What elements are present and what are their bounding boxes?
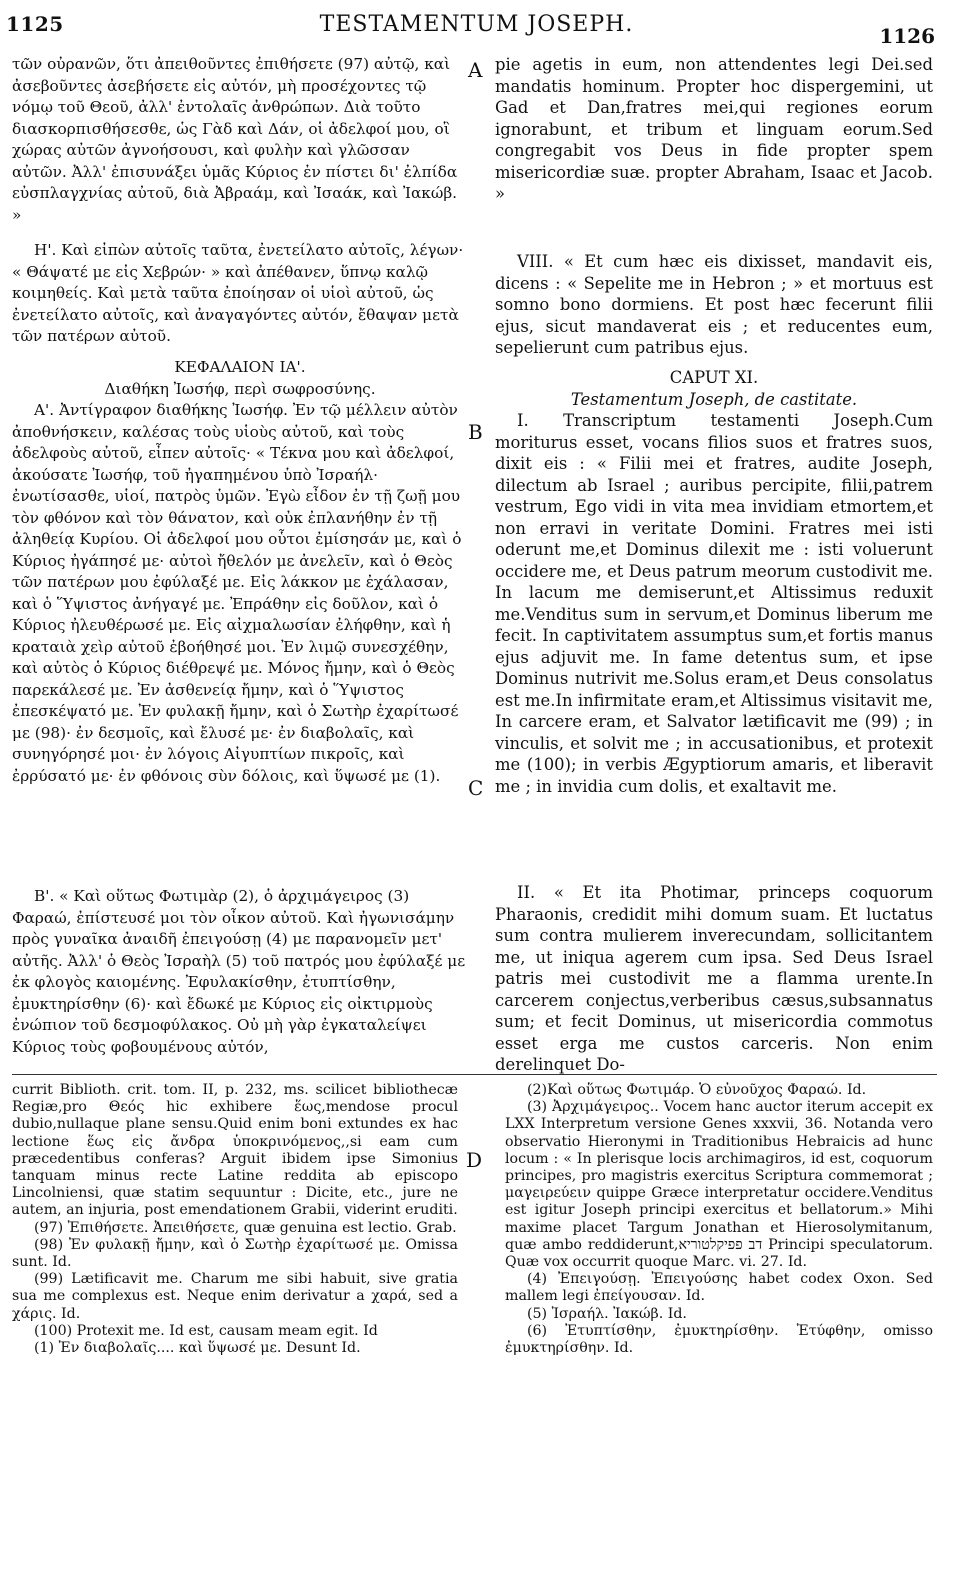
greek-paragraph-2: Η'. Καὶ εἰπὼν αὐτοῖς ταῦτα, ἐνετείλατο αὐτοῖς, λέγων· « Θάψατέ με εἰς Χεβρών· » καὶ ἀπέθανεν, ὕπνῳ καλῷ κοιμηθείς. Καὶ μετὰ ταῦτα ἐποίησαν οἱ υἱοὶ αὐτοῦ, ὡς ἐνετείλατο αὐτοῖς, καὶ ἀναγαγόντες αὐτόν, ἔθαψαν μετὰ τῶν πατέρων αὐτοῦ. bbox=[12, 241, 464, 345]
footnote: (97) Ἐπιθήσετε. Ἀπειθήσετε, quæ genuina est lectio. Grab. bbox=[34, 1219, 457, 1236]
margin-letter-d: D bbox=[466, 1148, 483, 1172]
margin-letter-a: A bbox=[468, 58, 483, 82]
page-number-left: 1125 bbox=[6, 12, 64, 36]
greek-chapter-subtitle: Διαθήκη Ἰωσήφ, περὶ σωφροσύνης. bbox=[104, 379, 376, 398]
footnote: (5) Ἰσραήλ. Ἰακώβ. Id. bbox=[527, 1305, 687, 1322]
footnote: (6) Ἐτυπτίσθην, ἐμυκτηρίσθην. Ἐτύφθην, omisso ἐμυκτηρίσθην. Id. bbox=[505, 1322, 933, 1357]
running-header bbox=[0, 6, 953, 48]
greek-chapter bbox=[12, 357, 468, 787]
latin-paragraph-3: I. Transcriptum testamenti Joseph.Cum moriturus esset, vocans filios suos et fratres suos, dixit eis : « Filii mei et fratres, audite Joseph, dilectum ab Israel ; auribus percipite, filii,patrem vestrum, Ego vidi in vita mea invidiam etmortem,et non erravi in veritate Domini. Fratres mei isti oderunt me,et Dominus dilexit me : isti voluerunt occidere me, et Deus patrum meorum custodivit me. In lacum me demiserunt,et Altissimus reduxit me.Venditus sum in servum,et Dominus liberum me fecit. In captivitatem assumptus sum,et fortis manus ejus adjuvit me. In fame detentus sum, et ipse Dominus nutrivit me.Solus eram,et Deus consolatus est me.In infirmitate eram,et Altissimus visitavit me, In carcere eram, et Salvator lætificavit me (99) ; in vinculis, et solvit me ; in accusationibus, et protexit me (100); in verbis Ægyptiorum amaris, et liberavit me ; in invidia cum dolis, et exaltavit me. bbox=[495, 411, 933, 796]
latin-chapter-subtitle: Testamentum Joseph, de castitate. bbox=[570, 389, 858, 409]
page-number-right: 1126 bbox=[879, 24, 935, 48]
latin-chapter-heading: CAPUT XI. bbox=[669, 368, 759, 387]
footnotes-right bbox=[505, 1082, 933, 1357]
latin-paragraph-4: II. « Et ita Photimar, princeps coquorum Pharaonis, credidit mihi domum suam. Et luctatus sum contra mulierem inverecundam, sollicitantem me, ut iniqua agerem cum ipsa. Sed Deus Israel patris mei custodivit me a flamma urente.In carcerem conjectus,verberibus cæsus,subsannatus sum; et fecit Dominus, ut misericordia commotus esset erga me custos carceris. Non enim derelinquet Do- bbox=[495, 883, 933, 1074]
footnote: (100) Protexit me. Id est, causam meam egit. Id bbox=[34, 1322, 378, 1339]
footnote-divider bbox=[12, 1074, 937, 1075]
page-title: TESTAMENTUM JOSEPH. bbox=[319, 12, 634, 37]
footnote: (4) Ἐπειγούσῃ. Ἐπειγούσης habet codex Oxon. Sed mallem legi ἐπείγουσαν. Id. bbox=[505, 1271, 933, 1305]
footnotes-left bbox=[12, 1082, 458, 1357]
latin-chapter bbox=[495, 367, 933, 797]
latin-paragraph-2: VIII. « Et cum hæc eis dixisset, mandavit eis, dicens : « Sepelite me in Hebron ; » et mortuus est somno bono dormiens. Et post hæc fecerunt filii ejus, sicut mandaverat eis ; et reducentes eum, sepelierunt cum patribus ejus. bbox=[495, 252, 933, 357]
margin-letter-c: C bbox=[468, 776, 484, 800]
footnote: currit Biblioth. crit. tom. II, p. 232, ms. scilicet bibliothecæ Regiæ,pro Θεός hic exhibere ἕως,mendose procul dubio,nullaque plane sensu.Quid enim boni extundes ex hac lectione ἕως εἰς ἄνδρα ὑποκρινόμενος,,si eam cum præcedentibus conferas? Arguit ibidem ipse Simonius tanquam minus recte Latine reddita ab episcopo Lincolniensi, quæ statim sequuntur : Dicite, etc., jure ne autem, an injuria, post emendationem Grabii, viderint eruditi. bbox=[12, 1082, 458, 1219]
footnote: (2)Καὶ οὕτως Φωτιμάρ. Ὁ εὐνοῦχος Φαραώ. Id. bbox=[527, 1082, 867, 1098]
footnote: (3) Ἀρχιμάγειρος.. Vocem hanc auctor iterum accepit ex LXX Interpretum versione Genes xxxvii, 36. Notanda vero observatio Hieronymi in Traditionibus Hebraicis ad hunc locum : « In plerisque locis archimagiros, id est, coquorum principes, pro magistris exercitus Scriptura commemorat ; μαγειρεύειν quippe Græce interpretatur occidere.Venditus est igitur Joseph principi exercitus et bellatorum.» Mihi maxime placet Targum Jonathan et Hierosolymitanum, quæ ambo reddiderunt,דב פפיקלטוריא Principi speculatorum. Quæ vox occurrit quoque Marc. vi. 27. Id. bbox=[505, 1099, 933, 1271]
greek-paragraph-4: Β'. « Καὶ οὕτως Φωτιμὰρ (2), ὁ ἀρχιμάγειρος (3) Φαραώ, ἐπίστευσέ μοι τὸν οἶκον αὐτοῦ. Καὶ ἠγωνισάμην πρὸς γυναῖκα ἀναιδῆ ἐπειγούσῃ (4) με παρανομεῖν μετ' αὐτῆς. Ἀλλ' ὁ Θεὸς Ἰσραὴλ (5) τοῦ πατρός μου ἐφύλαξέ με ἐκ φλογὸς καιομένης. Ἐφυλακίσθην, ἐτυπτίσθην, ἐμυκτηρίσθην (6)· καὶ ἔδωκέ με Κύριος εἰς οἰκτιρμοὺς ἐνώπιον τοῦ δεσμοφύλακος. Οὐ μὴ γὰρ ἐγκαταλείψει Κύριος τοὺς φοβουμένους αὐτόν, bbox=[12, 887, 466, 1056]
greek-chapter-heading: ΚΕΦΑΛΑΙΟΝ ΙΑ'. bbox=[174, 358, 306, 376]
greek-paragraph-1: τῶν οὐρανῶν, ὅτι ἀπειθοῦντες ἐπιθήσετε (97) αὐτῷ, καὶ ἀσεβοῦντες ἀσεβήσετε εἰς αὐτόν, μὴ προσέχοντες τῷ νόμῳ τοῦ Θεοῦ, ἀλλ' ἐντολαῖς ἀνθρώπων. Διὰ τοῦτο διασκορπισθήσεσθε, ὡς Γὰδ καὶ Δάν, οἱ ἀδελφοί μου, οἳ χώρας αὐτῶν ἀγνοήσουσι, καὶ φυλὴν καὶ γλῶσσαν αὐτῶν. Ἀλλ' ἐπισυνάξει ὑμᾶς Κύριος ἐν πίστει δι' ἐλπίδα εὐσπλαγχνίας αὐτοῦ, διὰ Ἀβραάμ, καὶ Ἰσαάκ, καὶ Ἰακώβ. » bbox=[12, 55, 458, 224]
footnote: (99) Lætificavit me. Charum me sibi habuit, sive gratia sua me complexus est. Neque enim derivatur a χαρά, sed a χάρις. Id. bbox=[12, 1271, 458, 1322]
greek-paragraph-3: Α'. Ἀντίγραφον διαθήκης Ἰωσήφ. Ἐν τῷ μέλλειν αὐτὸν ἀποθνήσκειν, καλέσας τοὺς υἱοὺς αὐτοῦ, καὶ τοὺς ἀδελφοὺς αὐτοῦ, εἶπεν αὐτοῖς· « Τέκνα μου καὶ ἀδελφοί, ἀκούσατε Ἰωσήφ, τοῦ ἠγαπημένου ὑπὸ Ἰσραήλ· ἐνωτίσασθε, υἱοί, πατρὸς ὑμῶν. Ἐγὼ εἶδον ἐν τῇ ζωῇ μου τὸν φθόνον καὶ τὸν θάνατον, καὶ οὐκ ἐπλανήθην ἐν τῇ ἀληθείᾳ Κυρίου. Οἱ ἀδελφοί μου οὗτοι ἐμίσησάν με, καὶ ὁ Κύριος ἠγάπησέ με· αὐτοὶ ἤθελόν με ἀνελεῖν, καὶ ὁ Θεὸς τῶν πατέρων μου ἐφύλαξέ με. Εἰς λάκκον με ἐχάλασαν, καὶ ὁ Ὕψιστος ἀνήγαγέ με. Ἐπράθην εἰς δοῦλον, καὶ ὁ Κύριος ἠλευθέρωσέ με. Εἰς αἰχμαλωσίαν ἐλήφθην, καὶ ἡ κραταιὰ χεὶρ αὐτοῦ ἐβοήθησέ μοι. Ἐν λιμῷ συνεσχέθην, καὶ αὐτὸς ὁ Κύριος διέθρεψέ με. Μόνος ἤμην, καὶ ὁ Θεὸς παρεκάλεσέ με. Ἐν ἀσθενείᾳ ἤμην, καὶ ὁ Ὕψιστος ἐπεσκέψατό με. Ἐν φυλακῇ ἤμην, καὶ ὁ Σωτὴρ ἐχαρίτωσέ με (98)· ἐν δεσμοῖς, καὶ ἔλυσέ με· ἐν διαβολαῖς, καὶ συνηγόρησέ μοι· ἐν λόγοις Αἰγυπτίων πικροῖς, καὶ ἐρρύσατό με· ἐν φθόνοις σὺν δόλοις, καὶ ὕψωσέ με (1). bbox=[12, 401, 462, 785]
latin-paragraph-1: pie agetis in eum, non attendentes legi Dei.sed mandatis hominum. Propter hoc dispergemini, ut Gad et Dan,fratres mei,qui regiones eorum ignorabunt, et tribum et linguam eorum.Sed congregabit vos Deus in fide propter spem misericordiæ suæ. propter Abraham, Isaac et Jacob. » bbox=[495, 55, 933, 203]
footnote: (98) Ἐν φυλακῇ ἤμην, καὶ ὁ Σωτὴρ ἐχαρίτωσέ με. Omissa sunt. Id. bbox=[12, 1236, 458, 1271]
footnote: (1) Ἐν διαβολαῖς.... καὶ ὕψωσέ με. Desunt Id. bbox=[34, 1340, 361, 1357]
margin-letter-b: B bbox=[468, 420, 483, 444]
